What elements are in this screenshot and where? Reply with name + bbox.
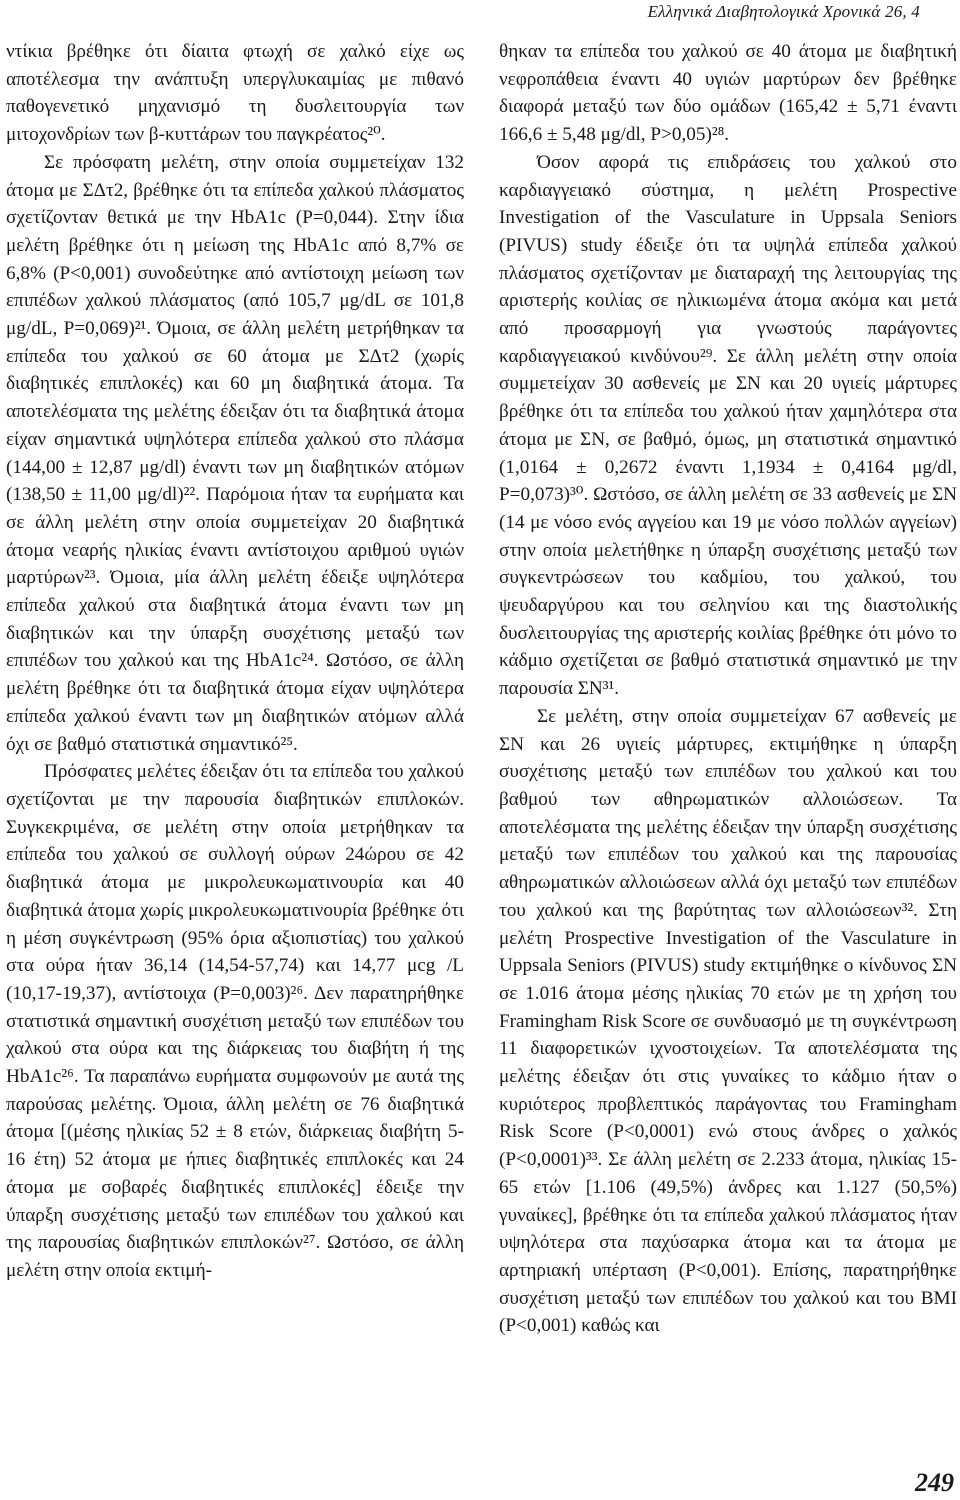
- paragraph: ντίκια βρέθηκε ότι δίαιτα φτωχή σε χαλκό είχε ως αποτέλεσμα την ανάπτυξη υπεργλυκαιμίας με πιθανό παθογενετικό μηχανισμό τη δυσλειτουργία των μιτοχονδρίων των β-κυττάρων του παγκρέατος²⁰.: [6, 41, 464, 146]
- page-number: 249: [915, 1468, 954, 1497]
- paragraph: Πρόσφατες μελέτες έδειξαν ότι τα επίπεδα του χαλκού σχετίζονται με την παρουσία διαβητικών επιπλοκών. Συγκεκριμένα, σε μελέτη στην οποία μετρήθηκαν τα επίπεδα του χαλκού σε συλλογή ούρων 24ώρου σε 42 διαβητικά άτομα με μικρολευκωματινουρία και 40 διαβητικά άτομα χωρίς μικρολευκωματινουρία βρέθηκε ότι η μέση συγκέντρωση (95% όρια αξιοπιστίας) του χαλκού στα ούρα ήταν 36,14 (14,54-57,74) και 14,77 μcg /L (10,17-19,37), αντίστοιχα (P=0,003)²⁶. Δεν παρατηρήθηκε στατιστικά σημαντική συσχέτιση μεταξύ των επιπέδων του χαλκού στα ούρα και της διάρκειας του διαβήτη ή της HbA1c²⁶. Τα παραπάνω ευρήματα συμφωνούν με αυτά της παρούσας μελέτης. Όμοια, άλλη μελέτη σε 76 διαβητικά άτομα [(μέσης ηλικίας 52 ± 8 ετών, διάρκειας διαβήτη 5-16 έτη) 52 άτομα με ήπιες διαβητικές επιπλοκές και 24 άτομα με σοβαρές διαβητικές επιπλοκές] έδειξε την ύπαρξη συσχέτισης μεταξύ των επιπέδων του χαλκού και της παρουσίας διαβητικών επιπλοκών²⁷. Ωστόσο, σε άλλη μελέτη στην οποία εκτιμή-: [6, 761, 464, 1281]
- paragraph: Σε πρόσφατη μελέτη, στην οποία συμμετείχαν 132 άτομα με ΣΔτ2, βρέθηκε ότι τα επίπεδα χαλκού πλάσματος σχετίζονταν θετικά με την HbA1c (P=0,044). Στην ίδια μελέτη βρέθηκε ότι η μείωση της HbA1c από 8,7% σε 6,8% (P<0,001) συνοδεύτηκε από αντίστοιχη μείωση των επιπέδων χαλκού πλάσματος (από 105,7 μg/dL σε 101,8 μg/dL, P=0,069)²¹. Όμοια, σε άλλη μελέτη μετρήθηκαν τα επίπεδα του χαλκού σε 60 άτομα με ΣΔτ2 (χωρίς διαβητικές επιπλοκές) και 60 μη διαβητικά άτομα. Τα αποτελέσματα της μελέτης έδειξαν ότι τα διαβητικά άτομα είχαν σημαντικά υψηλότερα επίπεδα χαλκού στο πλάσμα (144,00 ± 12,87 μg/dl) έναντι των μη διαβητικών ατόμων (138,50 ± 11,00 μg/dl)²². Παρόμοια ήταν τα ευρήματα και σε άλλη μελέτη στην οποία συμμετείχαν 20 διαβητικά άτομα νεαρής ηλικίας έναντι αντίστοιχου αριθμού υγιών μαρτύρων²³. Όμοια, μία άλλη μελέτη έδειξε υψηλότερα επίπεδα χαλκού στα διαβητικά άτομα έναντι των μη διαβητικών και την ύπαρξη συσχέτισης μεταξύ των επιπέδων του χαλκού και της HbA1c²⁴. Ωστόσο, σε άλλη μελέτη βρέθηκε ότι τα διαβητικά άτομα είχαν υψηλότερα επίπεδα χαλκού έναντι των μη διαβητικών ατόμων αλλά όχι σε βαθμό στατιστικά σημαντικό²⁵.: [6, 151, 464, 755]
- paragraph: Σε μελέτη, στην οποία συμμετείχαν 67 ασθενείς με ΣΝ και 26 υγιείς μάρτυρες, εκτιμήθηκε η ύπαρξη συσχέτισης μεταξύ των επιπέδων του χαλκού και του βαθμού των αθηρωματικών αλλοιώσεων. Τα αποτελέσματα της μελέτης έδειξαν την ύπαρξη συσχέτισης μεταξύ των επιπέδων του χαλκού και της παρουσίας αθηρωματικών αλλοιώσεων αλλά όχι μεταξύ των επιπέδων του χαλκού και της βαρύτητας των αλλοιώσεων³². Στη μελέτη Prospective Investigation of the Vasculature in Uppsala Seniors (PIVUS) study εκτιμήθηκε ο κίνδυνος ΣΝ σε 1.016 άτομα μέσης ηλικίας 70 ετών με τη χρήση του Framingham Risk Score σε συνδυασμό με τη συγκέντρωση 11 διαφορετικών ιχνοστοιχείων. Τα αποτελέσματα της μελέτης έδειξαν ότι στις γυναίκες το κάδμιο ήταν ο κυριότερος προβλεπτικός παράγοντας του Framingham Risk Score (P<0,0001) ενώ στους άνδρες ο χαλκός (P<0,0001)³³. Σε άλλη μελέτη σε 2.233 άτομα, ηλικίας 15-65 ετών [1.106 (49,5%) άνδρες και 1.127 (50,5%) γυναίκες], βρέθηκε ότι τα επίπεδα χαλκού πλάσματος ήταν υψηλότερα στα παχύσαρκα άτομα και τα άτομα με αρτηριακή υπέρταση (P<0,001). Επίσης, παρατηρήθηκε συσχέτιση μεταξύ των επιπέδων του χαλκού και του BMI (P<0,001) καθώς και: [499, 705, 957, 1337]
- paragraph: θηκαν τα επίπεδα του χαλκού σε 40 άτομα με διαβητική νεφροπάθεια έναντι 40 υγιών μαρτύρων δεν βρέθηκε διαφορά μεταξύ των δύο ομάδων (165,42 ± 5,71 έναντι 166,6 ± 5,48 μg/dl, P>0,05)²⁸.: [499, 41, 957, 146]
- journal-header: Ελληνικά Διαβητολογικά Χρονικά 26, 4: [647, 2, 920, 21]
- right-column: [499, 38, 957, 1340]
- paragraph: Όσον αφορά τις επιδράσεις του χαλκού στο καρδιαγγειακό σύστημα, η μελέτη Prospective Investigation of the Vasculature in Uppsala Seniors (PIVUS) study έδειξε ότι τα υψηλά επίπεδα χαλκού πλάσματος σχετίζονταν με διαταραχή της λειτουργίας της αριστερής κοιλίας σε ηλικιωμένα άτομα ακόμα και μετά από προσαρμογή για γνωστούς παράγοντες καρδιαγγειακού κινδύνου²⁹. Σε άλλη μελέτη στην οποία συμμετείχαν 30 ασθενείς με ΣΝ και 20 υγιείς μάρτυρες βρέθηκε ότι τα επίπεδα του χαλκού ήταν χαμηλότερα στα άτομα με ΣΝ, σε βαθμό, όμως, μη στατιστικά σημαντικό (1,0164 ± 0,2672 έναντι 1,1934 ± 0,4164 μg/dl, P=0,073)³⁰. Ωστόσο, σε άλλη μελέτη σε 33 ασθενείς με ΣΝ (14 με νόσο ενός αγγείου και 19 με νόσο πολλών αγγείων) στην οποία μελετήθηκε η ύπαρξη συσχέτισης μεταξύ των συγκεντρώσεων του καδμίου, του χαλκού, του ψευδαργύρου και του σεληνίου και της διαστολικής δυσλειτουργίας της αριστερής κοιλίας βρέθηκε ότι μόνο το κάδμιο σχετίζεται σε βαθμό στατιστικά σημαντικό με την παρουσία ΣΝ³¹.: [499, 151, 957, 700]
- left-column: [6, 38, 464, 1285]
